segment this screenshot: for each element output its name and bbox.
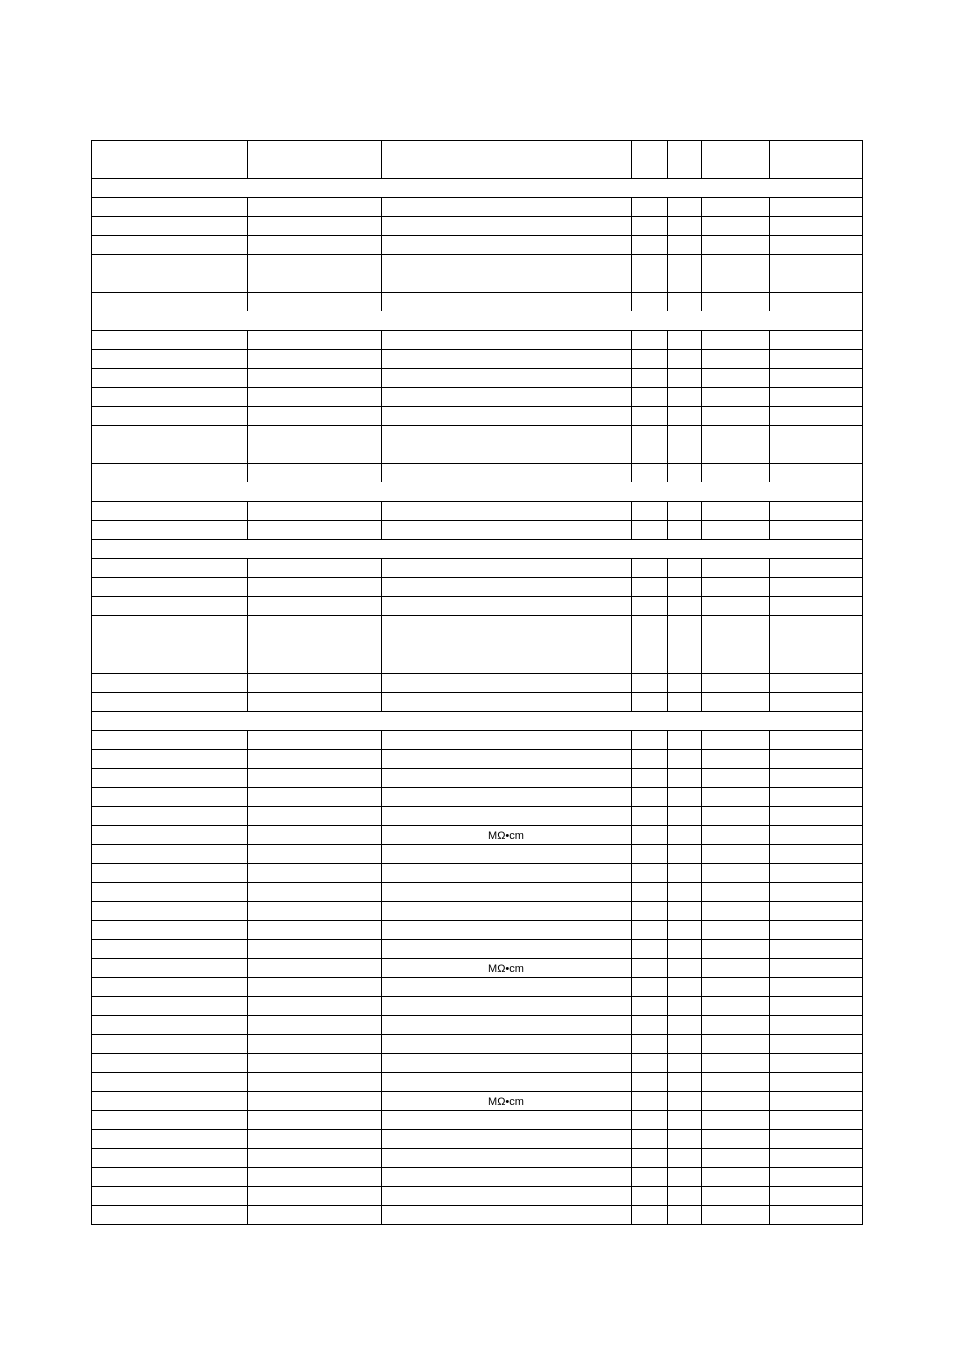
unit-label: MΩ•cm (488, 1095, 524, 1108)
unit-label: MΩ•cm (488, 829, 524, 842)
unit-label: MΩ•cm (488, 962, 524, 975)
